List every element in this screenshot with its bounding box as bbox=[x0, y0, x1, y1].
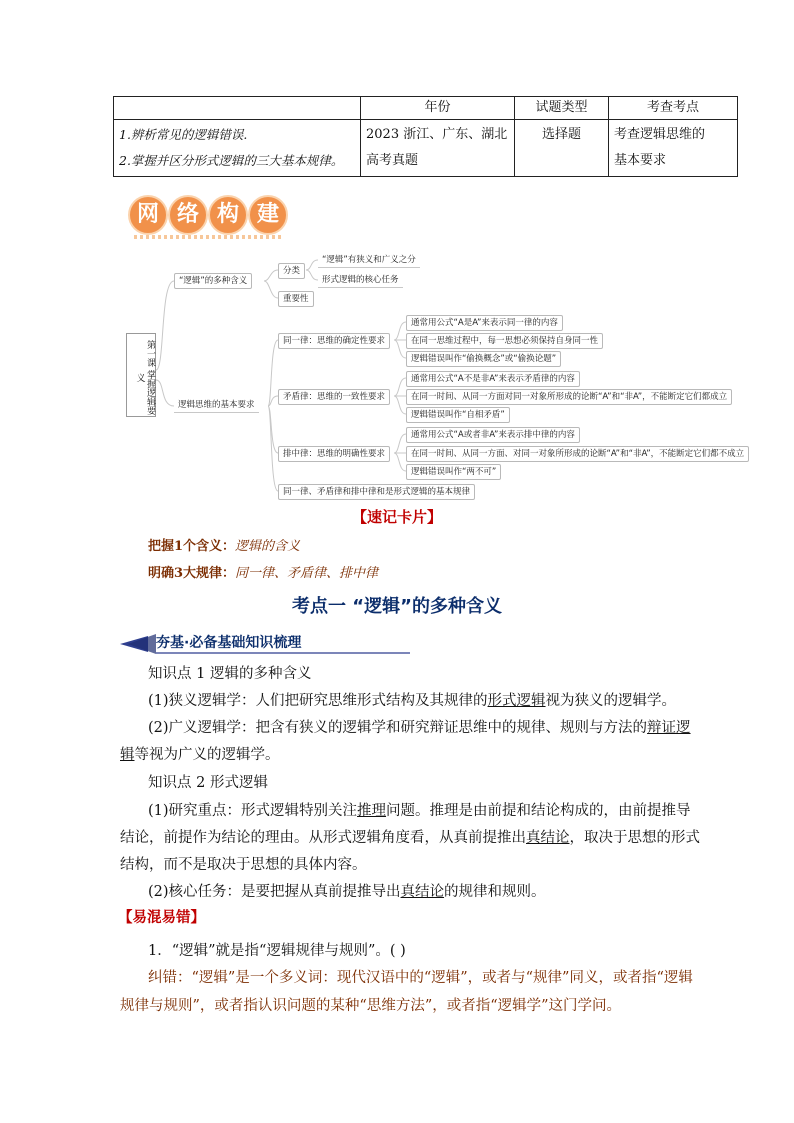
k2-p1-c: 结论，前提作为结论的理由。从形式逻辑角度看，从真前提推出 bbox=[120, 830, 526, 846]
k1-p2-b: 等视为广义的逻辑学。 bbox=[134, 747, 280, 763]
bar-arrow-2 bbox=[128, 634, 156, 654]
mindmap-b1-c1-l2: 形式逻辑的核心任务 bbox=[318, 273, 403, 288]
mindmap-b1-c1: 分类 bbox=[278, 263, 305, 279]
mindmap-b2-c2-l1: 通常用公式“A不是非A”来表示矛盾律的内容 bbox=[406, 371, 580, 387]
conn-c1-lc bbox=[394, 340, 406, 358]
card-line-1 bbox=[148, 535, 300, 559]
card-line-1-text: 逻辑的含义 bbox=[235, 539, 301, 554]
k2-p1-line2 bbox=[120, 826, 700, 850]
k2-p1-line3: 结构，而不是取决于思想的具体内容。 bbox=[120, 857, 367, 873]
conn-c3-la bbox=[394, 434, 406, 453]
k2-p1-a: (1)研究重点：形式逻辑特别关注 bbox=[148, 803, 358, 819]
k1-p2-u: 辩证逻 bbox=[647, 720, 691, 736]
mindmap-b2-c4: 同一律、矛盾律和排中律和是形式逻辑的基本规律 bbox=[278, 484, 475, 500]
banner-char-4: 建 bbox=[248, 195, 288, 235]
k1-p2-a: (2)广义逻辑学：把含有狭义的逻辑学和研究辩证思维中的规律、规则与方法的 bbox=[148, 720, 648, 736]
table-header-year: 年份 bbox=[361, 97, 515, 120]
year-line-2: 高考真题 bbox=[366, 153, 419, 168]
mindmap-b2-c1-l1: 通常用公式“A是A”来表示同一律的内容 bbox=[406, 315, 563, 331]
mindmap-b2-c1-l3: 逻辑错误叫作“偷换概念”或“偷换论题” bbox=[406, 351, 561, 367]
bar-label: 夯基·必备基础知识梳理 bbox=[156, 635, 302, 651]
mindmap-b2-c1-l2: 在同一思维过程中，每一思想必须保持自身同一性 bbox=[406, 333, 603, 349]
k1-p1 bbox=[148, 689, 676, 713]
card-line-2-text: 同一律、矛盾律、排中律 bbox=[235, 566, 379, 581]
mindmap-b1-c1-l1: “逻辑”有狭义和广义之分 bbox=[318, 253, 420, 268]
card-line-2-label: 明确3大规律： bbox=[148, 566, 236, 581]
mindmap-b2-c2: 矛盾律：思维的一致性要求 bbox=[278, 389, 390, 405]
err-answer-line2: 规律与规则”，或者指认识问题的某种“思维方法”，或者指“逻辑学”这门学问。 bbox=[120, 998, 622, 1014]
conn-c1-la bbox=[394, 322, 406, 340]
mindmap-b2-c3-l3: 逻辑错误叫作“两不可” bbox=[406, 464, 501, 480]
goal-2: 2.掌握并区分形式逻辑的三大基本规律。 bbox=[119, 153, 344, 168]
k2-p2-u: 真结论 bbox=[400, 884, 445, 900]
k1-p1-b: 视为狭义的逻辑学。 bbox=[545, 693, 677, 709]
conn-c2-la bbox=[394, 378, 406, 396]
err-answer-label: 纠错： bbox=[148, 970, 192, 986]
section-bar bbox=[120, 634, 410, 654]
card-line-2 bbox=[148, 562, 378, 586]
k2-title: 知识点 2 形式逻辑 bbox=[148, 775, 268, 791]
table-header-point: 考查考点 bbox=[609, 97, 738, 120]
k2-p1-u2: 真结论 bbox=[526, 830, 570, 846]
point-line-2: 基本要求 bbox=[614, 153, 667, 168]
banner-char-3: 构 bbox=[208, 195, 248, 235]
k1-title: 知识点 1 逻辑的多种含义 bbox=[148, 666, 312, 682]
mindmap-b2-c3-l2: 在同一时间、从同一方面、对同一对象所形成的论断“A”和“非A”，不能断定它们都不成立 bbox=[406, 446, 749, 462]
err-answer-line1 bbox=[148, 966, 693, 990]
conn-c1-l2 bbox=[306, 270, 318, 280]
table-cell-type: 选择题 bbox=[515, 120, 609, 177]
section-title: 考点一 “逻辑”的多种含义 bbox=[292, 596, 502, 617]
mindmap-root: 第一课 掌握逻辑要义 bbox=[126, 333, 156, 417]
point-line-1: 考查逻辑思维的 bbox=[614, 127, 706, 142]
k2-p1-d: ，取决于思想的形式 bbox=[569, 830, 700, 846]
k2-p2-b: 的规律和规则。 bbox=[444, 884, 546, 900]
k1-p2-u2: 辑 bbox=[120, 747, 135, 763]
k2-p2 bbox=[148, 880, 546, 904]
mindmap-b1: “逻辑”的多种含义 bbox=[174, 273, 252, 289]
k2-p1-b: 问题。推理是由前提和结论构成的，由前提推导 bbox=[386, 803, 691, 819]
conn-c2-lc bbox=[394, 396, 406, 414]
year-line-1: 2023 浙江、广东、湖北 bbox=[366, 127, 508, 142]
k2-p2-a: (2)核心任务：是要把握从真前提推导出 bbox=[148, 884, 401, 900]
mindmap-b2-c2-l2: 在同一时间、从同一方面对同一对象所形成的论断“A”和“非A”，不能断定它们都成立 bbox=[406, 389, 732, 405]
mindmap-b2: 逻辑思维的基本要求 bbox=[174, 398, 259, 413]
err-title: 【易混易错】 bbox=[118, 909, 205, 926]
conn-root-b1 bbox=[156, 281, 174, 370]
mindmap-b2-c3: 排中律：思维的明确性要求 bbox=[278, 446, 390, 462]
conn-b1-c1 bbox=[264, 270, 278, 281]
k1-p1-a: (1)狭义逻辑学：人们把研究思维形式结构及其规律的 bbox=[148, 693, 488, 709]
k2-p1 bbox=[148, 799, 691, 823]
conn-root-b2 bbox=[156, 380, 174, 406]
mindmap-b2-c2-l3: 逻辑错误叫作“自相矛盾” bbox=[406, 407, 510, 423]
card-line-1-label: 把握1个含义： bbox=[148, 539, 236, 554]
banner-char-1: 网 bbox=[128, 195, 168, 235]
conn-b2-c4 bbox=[268, 406, 278, 491]
k1-p2 bbox=[148, 716, 691, 740]
k2-p1-u: 推理 bbox=[357, 803, 387, 819]
mindmap-b2-c1: 同一律：思维的确定性要求 bbox=[278, 333, 390, 349]
conn-c3-lc bbox=[394, 453, 406, 471]
table-header-type: 试题类型 bbox=[515, 97, 609, 120]
conn-c1-l1 bbox=[306, 260, 318, 270]
mindmap-b2-c3-l1: 通常用公式“A或者非A”来表示排中律的内容 bbox=[406, 427, 580, 443]
conn-b1-c2 bbox=[264, 281, 278, 298]
mindmap-b1-c2: 重要性 bbox=[278, 291, 314, 307]
k1-p1-u: 形式逻辑 bbox=[487, 693, 546, 709]
banner-char-2: 络 bbox=[168, 195, 208, 235]
goal-1: 1.辨析常见的逻辑错误. bbox=[119, 127, 248, 142]
k1-p2-cont bbox=[120, 743, 280, 767]
err-question: 1．“逻辑”就是指“逻辑规律与规则”。( ) bbox=[148, 943, 406, 959]
err-answer-text1: “逻辑”是一个多义词：现代汉语中的“逻辑”，或者与“规律”同义，或者指“逻辑 bbox=[191, 970, 693, 986]
card-title: 【速记卡片】 bbox=[351, 508, 442, 526]
